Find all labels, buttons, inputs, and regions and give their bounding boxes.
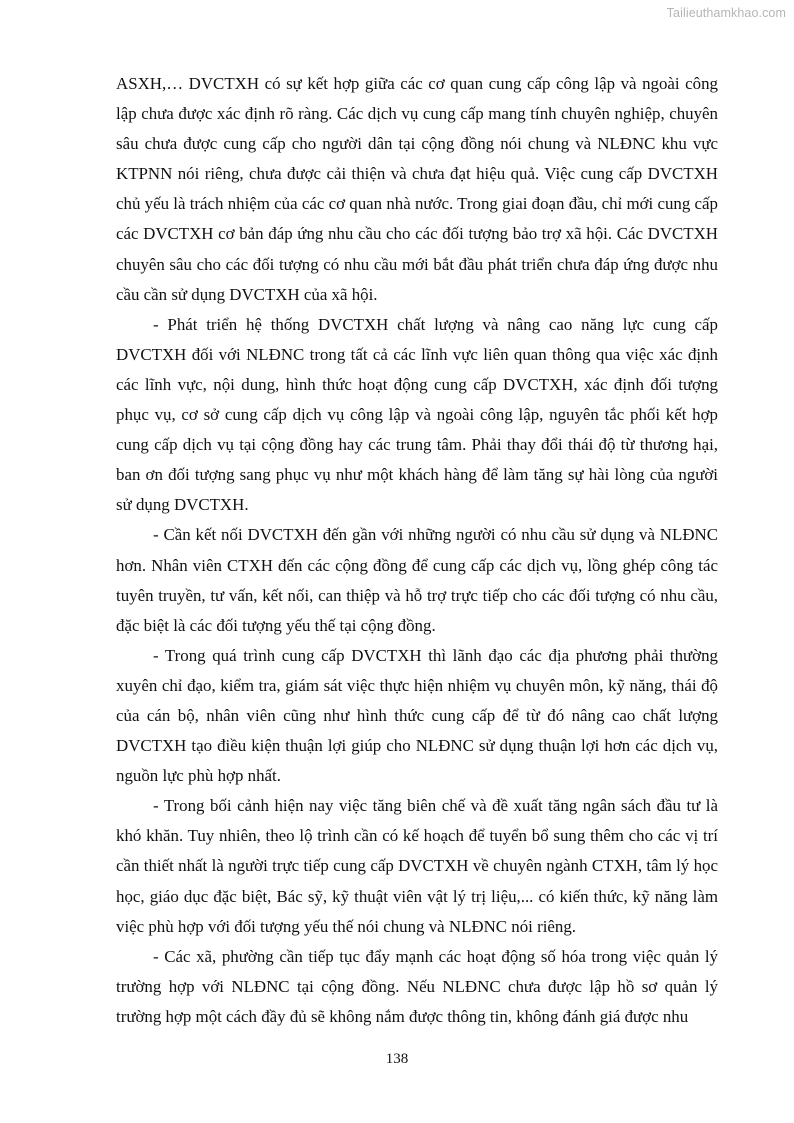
paragraph-tang-bien-che: - Trong bối cảnh hiện nay việc tăng biên chế và đề xuất tăng ngân sách đầu tư là khó khăn. Tuy nhiên, theo lộ trình cần có kế hoạch để tuyển bổ sung thêm cho các vị trí cần thiết nhất là người trực tiếp cung cấp DVCTXH về chuyên ngành CTXH, tâm lý học học, giáo dục đặc biệt, Bác sỹ, kỹ thuật viên vật lý trị liệu,... có kiến thức, kỹ năng làm việc phù hợp với đối tượng yếu thế nói chung và NLĐNC nói riêng. [116, 796, 718, 936]
paragraph-so-hoa: - Các xã, phường cần tiếp tục đẩy mạnh các hoạt động số hóa trong việc quản lý trường hợp với NLĐNC tại cộng đồng. Nếu NLĐNC chưa được lập hồ sơ quản lý trường hợp một cách đầy đủ sẽ không nắm được thông tin, không đánh giá được nhu [116, 946, 718, 1026]
paragraph-phat-trien-he-thong: - Phát triển hệ thống DVCTXH chất lượng và nâng cao năng lực cung cấp DVCTXH đối với NLĐNC trong tất cả các lĩnh vực liên quan thông qua việc xác định các lĩnh vực, nội dung, hình thức hoạt động cung cấp DVCTXH, xác định đối tượng phục vụ, cơ sở cung cấp dịch vụ công lập và ngoài công lập, nguyên tắc phối kết hợp cung cấp dịch vụ tại cộng đồng hay các trung tâm. Phải thay đổi thái độ từ thương hại, ban ơn đối tượng sang phục vụ như một khách hàng để làm tăng sự hài lòng của người sử dụng DVCTXH. [116, 314, 718, 515]
document-body [116, 69, 718, 1032]
paragraph-asxh: ASXH,… DVCTXH có sự kết hợp giữa các cơ quan cung cấp công lập và ngoài công lập chưa được xác định rõ ràng. Các dịch vụ cung cấp mang tính chuyên nghiệp, chuyên sâu chưa được cung cấp cho người dân tại cộng đồng nói chung và NLĐNC khu vực KTPNN nói riêng, chưa được cải thiện và chưa đạt hiệu quả. Việc cung cấp DVCTXH chủ yếu là trách nhiệm của các cơ quan nhà nước. Trong giai đoạn đầu, chỉ mới cung cấp các DVCTXH cơ bản đáp ứng nhu cầu cho các đối tượng bảo trợ xã hội. Các DVCTXH chuyên sâu cho các đối tượng có nhu cầu mới bắt đầu phát triển chưa đáp ứng được nhu cầu cần sử dụng DVCTXH của xã hội. [116, 74, 718, 304]
paragraph-lanh-dao-chi-dao: - Trong quá trình cung cấp DVCTXH thì lãnh đạo các địa phương phải thường xuyên chỉ đạo, kiểm tra, giám sát việc thực hiện nhiệm vụ chuyên môn, kỹ năng, thái độ của cán bộ, nhân viên cũng như hình thức cung cấp để từ đó nâng cao chất lượng DVCTXH tạo điều kiện thuận lợi giúp cho NLĐNC sử dụng thuận lợi hơn các dịch vụ, nguồn lực phù hợp nhất. [116, 645, 718, 786]
watermark-text: Tailieuthamkhao.com [666, 6, 786, 20]
paragraph-ket-noi-dvctxh: - Cần kết nối DVCTXH đến gần với những người có nhu cầu sử dụng và NLĐNC hơn. Nhân viên CTXH đến các cộng đồng để cung cấp các dịch vụ, lồng ghép công tác tuyên truyền, tư vấn, kết nối, can thiệp và hỗ trợ trực tiếp cho các đối tượng có nhu cầu, đặc biệt là các đối tượng yếu thế tại cộng đồng. [116, 525, 718, 635]
page-number: 138 [385, 1051, 409, 1067]
